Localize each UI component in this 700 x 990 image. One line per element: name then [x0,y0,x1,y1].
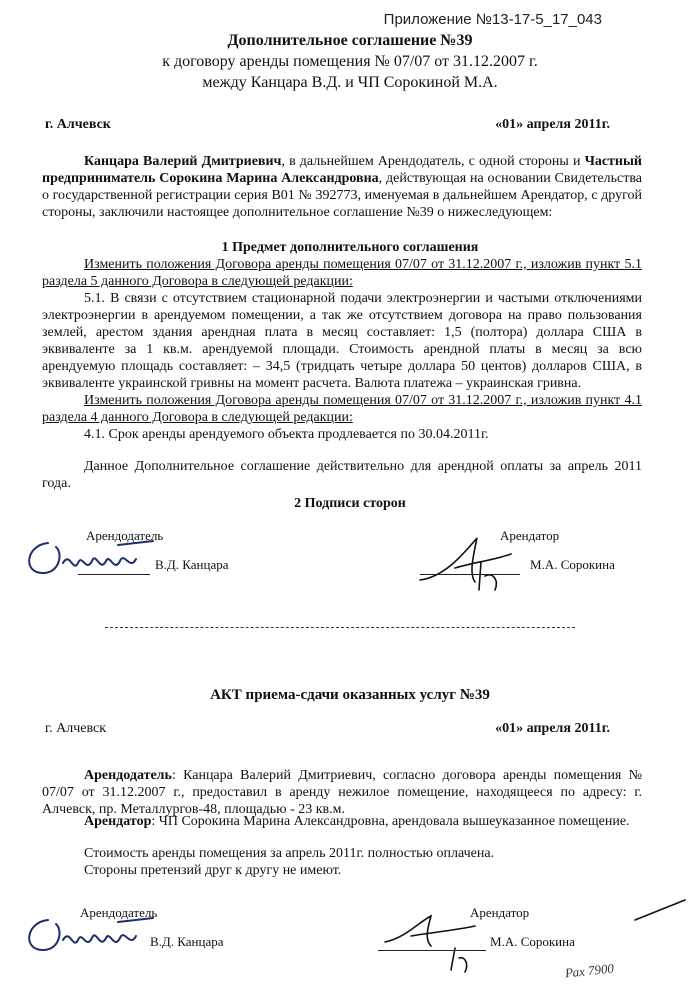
tenant-name: М.А. Сорокина [530,557,615,572]
tenant-label: Арендатор [500,528,560,543]
agreement-subtitle-contract: к договору аренды помещения № 07/07 от 31.12.2007 г. [162,53,538,70]
act-tenant-name: М.А. Сорокина [490,934,575,949]
act-tenant-signature-line [378,950,486,951]
section-2-title: 2 Подписи сторон [294,496,406,511]
annex-number: Приложение №13-17-5_17_043 [383,11,602,28]
clause-4-1: 4.1. Срок аренды арендуемого объекта продлевается по 30.04.2011г. [84,427,489,442]
landlord-name: В.Д. Канцара [155,557,229,572]
corner-handwritten-note: Рах 7900 [564,960,615,981]
act-no-claims-text: Стороны претензий друг к другу не имеют. [84,863,342,878]
act-landlord-label-sign: Арендодатель [80,905,158,920]
section-1-title: 1 Предмет дополнительного соглашения [221,240,479,255]
act-landlord-paragraph [42,767,642,818]
act-title: АКТ приема-сдачи оказанных услуг №39 [210,687,490,703]
agreement-city: г. Алчевск [45,117,111,132]
act-date: «01» апреля 2011г. [495,721,610,736]
change-clause-5-1: Изменить положения Договора аренды помещения 07/07 от 31.12.2007 г., изложив пункт 5.1 раздела 5 данного Договора в следующей редакции: [42,257,642,289]
intro-text-1: , в дальнейшем Арендодатель, с одной стороны и [281,154,585,169]
act-landlord-signature [18,910,163,960]
tenant-signature [415,532,530,594]
agreement-title: Дополнительное соглашение №39 [227,32,473,49]
act-landlord-name: В.Д. Канцара [150,934,224,949]
act-landlord-label: Арендодатель [84,768,172,783]
landlord-signature-line [78,574,150,575]
clause-5-1: 5.1. В связи с отсутствием стационарной подачи электроэнергии и частыми отключениями электроэнергии в арендуемом помещении, а так же отсутствием договора на право пользования землей, арестом здания арендная плата в месяц составляет: 1,5 (полтора) доллара США в эквиваленте за 1 кв.м. арендуемой площади. Стоимость арендной платы в месяц за всю арендуемую площадь составляет: – 34,5 (тридцать четыре доллара 50 центов) долларов США, в эквиваленте украинской гривны на момент расчета. Валюта платежа – украинская гривна. [42,291,642,391]
act-city: г. Алчевск [45,721,107,736]
tenant-full-name: Частный предприниматель Сорокина Марина Александровна [42,154,642,186]
section-divider [105,627,575,628]
landlord-signature [18,533,163,583]
validity-text: Данное Дополнительное соглашение действительно для арендной оплаты за апрель 2011 года. [42,459,642,491]
change-clause-4-1: Изменить положения Договора аренды помещения 07/07 от 31.12.2007 г., изложив пункт 4.1 раздела 4 данного Договора в следующей редакции: [42,393,642,425]
act-tenant-paragraph [42,813,642,830]
margin-mark [630,895,690,925]
act-tenant-label: Арендатор [84,814,152,829]
landlord-label: Арендодатель [86,528,164,543]
act-tenant-text: : ЧП Сорокина Марина Александровна, арендовала вышеуказанное помещение. [151,814,630,829]
agreement-date: «01» апреля 2011г. [495,117,610,132]
agreement-subtitle-parties: между Канцара В.Д. и ЧП Сорокиной М.А. [202,74,498,91]
agreement-intro [42,153,642,221]
intro-text-2: , действующая на основании Свидетельства о государственной регистрации серия В01 № 392773, именуемая в дальнейшем Арендатор, с другой стороны, заключили настоящее дополнительное соглашение №39 о нижеследующем: [42,171,642,220]
act-landlord-text: : Канцара Валерий Дмитриевич, согласно договора аренды помещения № 07/07 от 31.12.2007 г., предоставил в аренду нежилое помещение, находящееся по адресу: г. Алчевск, пр. Металлургов-48, площадью - 23 кв.м. [42,768,642,817]
tenant-signature-line [420,574,520,575]
act-tenant-signature [375,912,495,974]
landlord-full-name: Канцара Валерий Дмитриевич [84,154,282,169]
act-tenant-label-sign: Арендатор [470,905,530,920]
act-payment-text: Стоимость аренды помещения за апрель 2011г. полностью оплачена. [84,846,495,861]
